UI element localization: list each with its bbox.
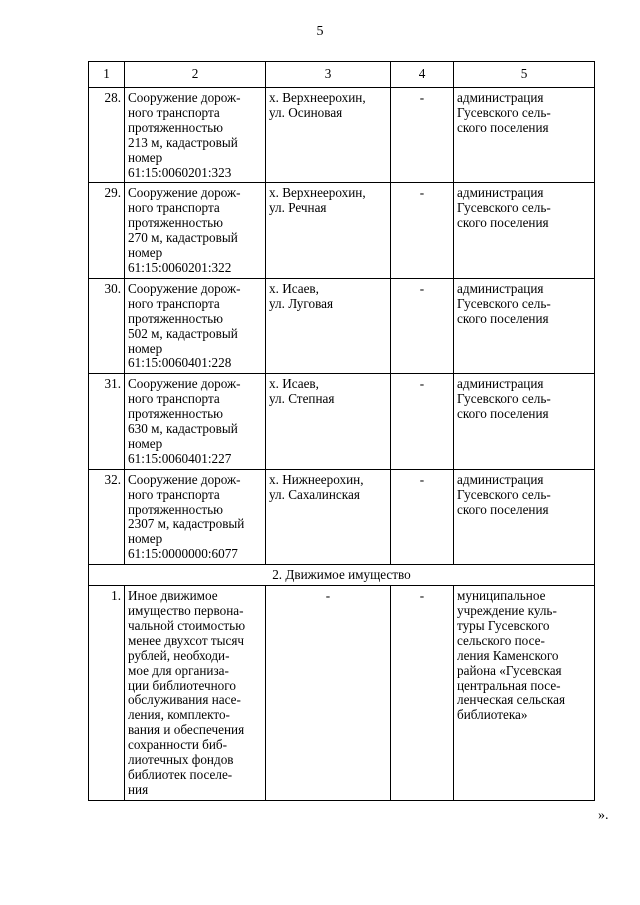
object-owner: администрация Гусевского сель- ского поселения [454, 183, 595, 278]
object-owner: муниципальное учреждение куль- туры Гусевского сельского посе- ления Каменского района «Гусевская центральная посе- ленческая сельская библиотека» [454, 586, 595, 801]
object-address: - [266, 586, 391, 801]
table-row [89, 469, 595, 564]
row-number: 30. [89, 278, 125, 373]
column-4-value: - [391, 183, 454, 278]
table-header-row [89, 62, 595, 88]
object-name: Сооружение дорож- ного транспорта протяженностью 630 м, кадастровый номер 61:15:0060401:227 [125, 374, 266, 469]
table-row [89, 88, 595, 183]
object-name: Сооружение дорож- ного транспорта протяженностью 270 м, кадастровый номер 61:15:0060201:322 [125, 183, 266, 278]
property-registry-table [88, 61, 595, 801]
page-number: 5 [316, 24, 324, 39]
row-number: 32. [89, 469, 125, 564]
object-owner: администрация Гусевского сель- ского поселения [454, 88, 595, 183]
object-address: х. Верхнеерохин, ул. Осиновая [266, 88, 391, 183]
row-number: 29. [89, 183, 125, 278]
object-address: х. Исаев, ул. Луговая [266, 278, 391, 373]
header-cell-5: 5 [454, 62, 595, 88]
table-row [89, 183, 595, 278]
header-cell-1: 1 [89, 62, 125, 88]
column-4-value: - [391, 278, 454, 373]
column-4-value: - [391, 374, 454, 469]
header-cell-2: 2 [125, 62, 266, 88]
table-row [89, 586, 595, 801]
table-row [89, 374, 595, 469]
column-4-value: - [391, 469, 454, 564]
object-name: Иное движимое имущество первона- чальной стоимостью менее двухсот тысяч рублей, необходи- мое для организа- ции библиотечного обслуживания насе- ления, комплекто- вания и обеспечения сохранности биб- лиотечных фондов библиотек поселе- ния [125, 586, 266, 801]
object-name: Сооружение дорож- ного транспорта протяженностью 2307 м, кадастровый номер 61:15:0000000:6077 [125, 469, 266, 564]
object-name: Сооружение дорож- ного транспорта протяженностью 213 м, кадастровый номер 61:15:0060201:323 [125, 88, 266, 183]
header-cell-3: 3 [266, 62, 391, 88]
object-name: Сооружение дорож- ного транспорта протяженностью 502 м, кадастровый номер 61:15:0060401:228 [125, 278, 266, 373]
section-row [89, 565, 595, 586]
closing-quote: ». [598, 808, 609, 823]
object-address: х. Нижнеерохин, ул. Сахалинская [266, 469, 391, 564]
row-number: 1. [89, 586, 125, 801]
section-title: 2. Движимое имущество [89, 565, 595, 586]
object-owner: администрация Гусевского сель- ского поселения [454, 278, 595, 373]
table-row [89, 278, 595, 373]
object-address: х. Верхнеерохин, ул. Речная [266, 183, 391, 278]
column-4-value: - [391, 586, 454, 801]
column-4-value: - [391, 88, 454, 183]
row-number: 31. [89, 374, 125, 469]
object-owner: администрация Гусевского сель- ского поселения [454, 469, 595, 564]
object-address: х. Исаев, ул. Степная [266, 374, 391, 469]
object-owner: администрация Гусевского сель- ского поселения [454, 374, 595, 469]
row-number: 28. [89, 88, 125, 183]
header-cell-4: 4 [391, 62, 454, 88]
